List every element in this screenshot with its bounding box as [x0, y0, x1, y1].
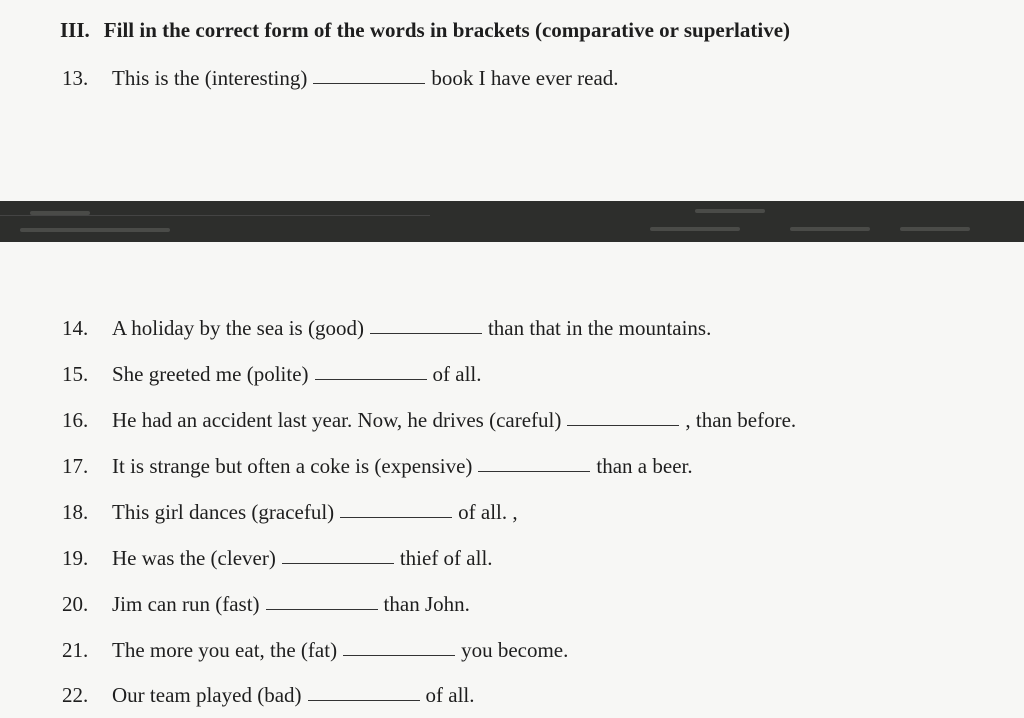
dark-overlay-strip: [0, 201, 1024, 242]
strip-smudge: [695, 209, 765, 213]
question-continuation: of all.: [432, 362, 482, 386]
question-continuation: than John.: [383, 592, 470, 616]
question-16: [62, 407, 796, 433]
question-prompt: Jim can run (fast): [112, 592, 260, 616]
answer-blank[interactable]: [478, 471, 590, 472]
question-number: 17.: [62, 454, 89, 478]
question-number: 15.: [62, 362, 89, 386]
question-21: [62, 637, 568, 663]
question-18: [62, 499, 518, 525]
strip-smudge: [650, 227, 740, 231]
question-continuation: than a beer.: [596, 454, 693, 478]
heading-text: Fill in the correct form of the words in brackets (comparative or superlative): [103, 18, 791, 42]
exercise-heading: [60, 18, 790, 43]
question-continuation: than that in the mountains.: [487, 316, 712, 340]
question-prompt: She greeted me (polite): [112, 362, 309, 386]
question-prompt: This is the (interesting): [112, 66, 308, 90]
question-13: [62, 65, 619, 91]
question-prompt: He had an accident last year. Now, he drives (careful): [112, 408, 562, 432]
strip-smudge: [20, 228, 170, 232]
answer-blank[interactable]: [308, 700, 420, 701]
question-number: 21.: [62, 638, 89, 662]
answer-blank[interactable]: [313, 83, 425, 84]
question-number: 18.: [62, 500, 89, 524]
question-number: 19.: [62, 546, 89, 570]
answer-blank[interactable]: [567, 425, 679, 426]
question-prompt: A holiday by the sea is (good): [112, 316, 364, 340]
strip-smudge: [30, 211, 90, 215]
question-15: [62, 361, 482, 387]
answer-blank[interactable]: [343, 655, 455, 656]
question-continuation: of all.: [425, 683, 475, 707]
answer-blank[interactable]: [266, 609, 378, 610]
question-continuation: you become.: [461, 638, 569, 662]
question-continuation: , than before.: [685, 408, 797, 432]
question-continuation: thief of all.: [399, 546, 493, 570]
strip-rule: [0, 215, 430, 216]
question-number: 20.: [62, 592, 89, 616]
question-number: 13.: [62, 66, 89, 90]
question-continuation: book I have ever read.: [431, 66, 619, 90]
question-20: [62, 591, 470, 617]
question-22: [62, 682, 475, 708]
question-14: [62, 315, 711, 341]
question-prompt: Our team played (bad): [112, 683, 302, 707]
question-prompt: The more you eat, the (fat): [112, 638, 338, 662]
strip-smudge: [900, 227, 970, 231]
question-continuation: of all. ,: [458, 500, 518, 524]
question-number: 16.: [62, 408, 89, 432]
answer-blank[interactable]: [370, 333, 482, 334]
question-prompt: He was the (clever): [112, 546, 276, 570]
answer-blank[interactable]: [282, 563, 394, 564]
question-prompt: This girl dances (graceful): [112, 500, 335, 524]
answer-blank[interactable]: [340, 517, 452, 518]
heading-number: III.: [60, 18, 90, 42]
answer-blank[interactable]: [315, 379, 427, 380]
question-prompt: It is strange but often a coke is (expensive): [112, 454, 473, 478]
question-17: [62, 453, 693, 479]
question-number: 22.: [62, 683, 89, 707]
question-number: 14.: [62, 316, 89, 340]
strip-smudge: [790, 227, 870, 231]
question-19: [62, 545, 493, 571]
